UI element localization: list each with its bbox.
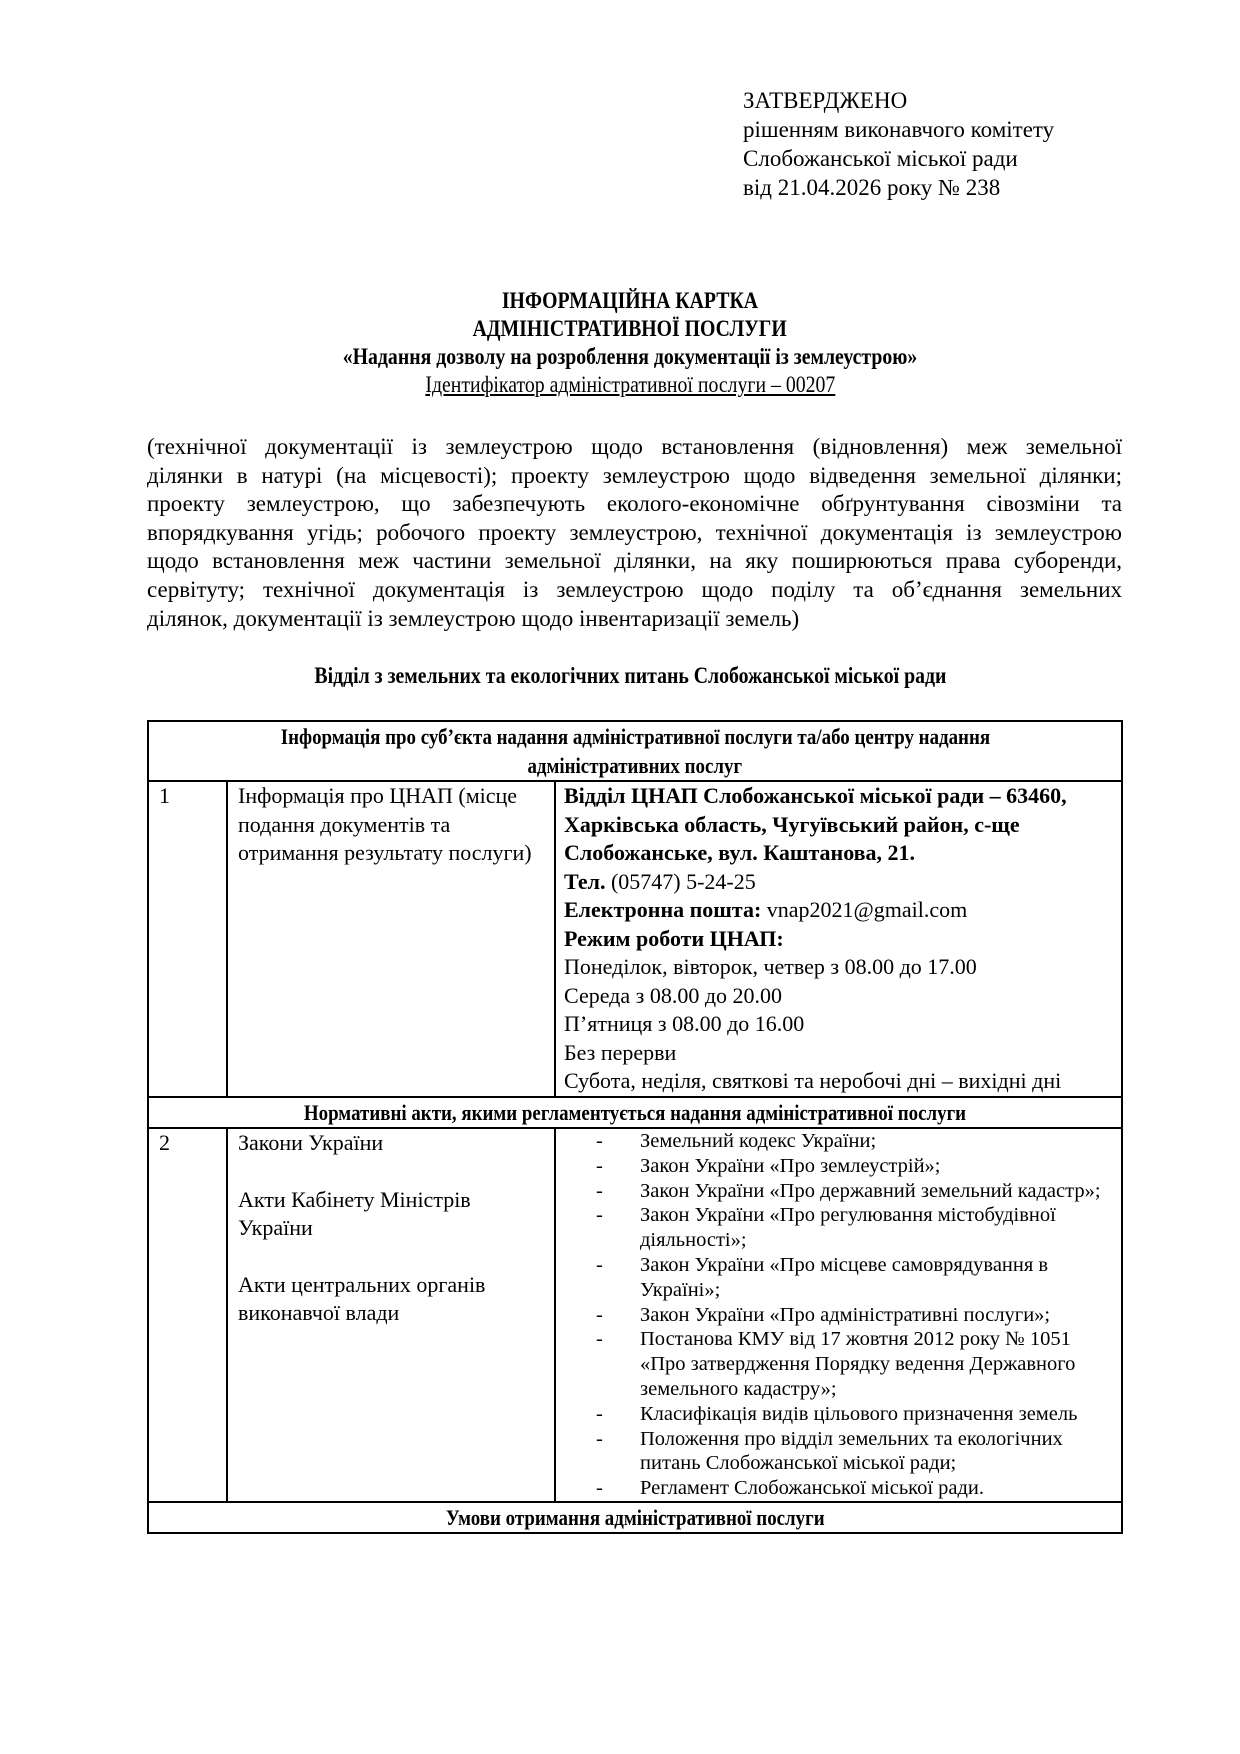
schedule-line: Субота, неділя, святкові та неробочі дні – вихідні дні [564,1068,1062,1093]
email-link[interactable]: vnap2021@gmail.com [766,897,968,922]
department-name: Відділ з земельних та екологічних питань Слобожанської міської ради [314,663,946,688]
section-header [148,1097,1122,1129]
intro-line: щодо встановлення меж частини земельної ділянки, на яку поширюються права суборенди, [147,548,1122,574]
intro-paragraph [147,433,1122,633]
row-number: 2 [148,1128,227,1502]
list-item: - Закон України «Про місцеве самоврядування в Україні»; [596,1253,1115,1303]
table-row [148,1128,1122,1502]
intro-line: сервітуту; технічної документація із землеустрою щодо поділу та об’єднання земельних [147,576,1122,602]
row-label: Інформація про ЦНАП (місце подання документів та отримання результату послуги) [227,781,555,1097]
section-header [148,721,1122,781]
approval-line: рішенням виконавчого комітету [743,117,1055,142]
list-item: - Регламент Слобожанської міської ради. [596,1476,1115,1501]
section-title: Нормативні акти, якими регламентується надання адміністративної послуги [303,1099,967,1125]
list-item: - Закон України «Про державний земельний кадастр»; [596,1179,1115,1204]
section-header-row [148,721,1122,781]
approval-stamp [743,86,1054,202]
list-item: - Земельний кодекс України; [596,1129,1115,1154]
section-header [148,1502,1122,1534]
title-line: ІНФОРМАЦІЙНА КАРТКА [501,288,759,313]
act-category: Акти Кабінету Міністрів України [238,1186,471,1240]
title-line: АДМІНІСТРАТИВНОЇ ПОСЛУГИ [472,316,788,341]
schedule-line: П’ятниця з 08.00 до 16.00 [564,1011,805,1036]
list-item: - Закон України «Про адміністративні послуги»; [596,1303,1115,1328]
intro-line: впорядкування угідь; робочого проекту землеустрою, технічної документація із землеустрою [147,519,1122,545]
section-title: Інформація про суб’єкта надання адміністративної послуги та/або центру надання [280,724,990,749]
schedule-line: Понеділок, вівторок, четвер з 08.00 до 17.00 [564,954,977,979]
section-title: Умови отримання адміністративної послуги [445,1504,825,1530]
cnap-email: Електронна пошта: vnap2021@gmail.com [564,897,968,922]
row-content [555,781,1122,1097]
schedule-line: Середа з 08.00 до 20.00 [564,982,783,1008]
row-label [227,1128,555,1502]
document-title [140,287,1120,399]
info-card-table [147,720,1123,1534]
approval-line: Слобожанської міської ради [743,146,1018,171]
list-item: - Положення про відділ земельних та екологічних питань Слобожанської міської ради; [596,1427,1115,1477]
section-title: адміністративних послуг [527,752,743,778]
approval-line: ЗАТВЕРДЖЕНО [743,88,908,113]
row-number: 1 [148,781,227,1097]
acts-list [564,1129,1115,1501]
act-category: Закони України [238,1130,384,1155]
table-row [148,781,1122,1097]
list-item: - Постанова КМУ від 17 жовтня 2012 року № 1051 «Про затвердження Порядку ведення Державного земельного кадастру»; [596,1327,1115,1401]
act-category: Акти центральних органів виконавчої влади [238,1271,486,1325]
cnap-address: Відділ ЦНАП Слобожанської міської ради – 63460, Харківська область, Чугуївський район, с-ще Слобожанське, вул. Каштанова, 21. [564,783,1067,865]
list-item: - Класифікація видів цільового призначення земель [596,1402,1115,1427]
list-item: - Закон України «Про землеустрій»; [596,1154,1115,1179]
schedule-line: Без перерви [564,1039,677,1065]
list-item: - Закон України «Про регулювання містобудівної діяльності»; [596,1203,1115,1253]
section-header-row [148,1097,1122,1129]
intro-line: ділянок, документації із землеустрою щодо інвентаризації земель) [147,605,800,631]
intro-line: ділянки в натурі (на місцевості); проекту землеустрою щодо відведення земельної ділянки; [147,462,1122,488]
department-heading [140,663,1120,689]
service-name: «Надання дозволу на розроблення документації із землеустрою» [342,344,918,369]
service-identifier: Ідентифікатор адміністративної послуги – 00207 [425,372,835,397]
approval-line: від 21.04.2026 року № 238 [743,175,1001,200]
row-content [555,1128,1122,1502]
schedule-label: Режим роботи ЦНАП: [564,925,784,951]
intro-line: (технічної документації із землеустрою щодо встановлення (відновлення) меж земельної [147,434,1122,459]
cnap-phone: Тел. (05747) 5-24-25 [564,868,756,894]
section-header-row [148,1502,1122,1534]
intro-line: проекту землеустрою, що забезпечують еколого-економічне обґрунтування сівозміни та [147,491,1122,517]
